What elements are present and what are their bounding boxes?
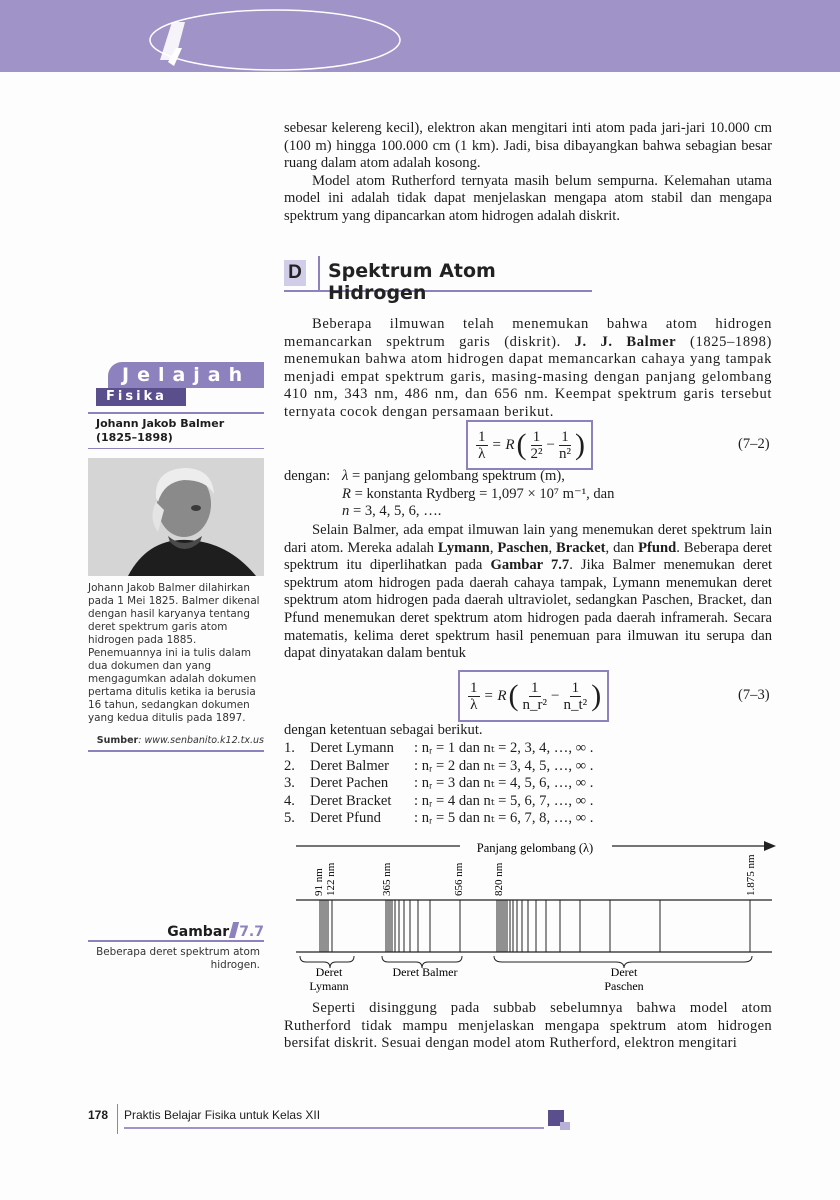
spectrum-figure	[0, 832, 840, 1002]
page-number: 178	[88, 1108, 109, 1122]
list-item	[284, 740, 593, 758]
para2-name-pfund: Pfund	[638, 539, 677, 556]
para2-text-a: Selain Balmer, ada empat ilmuwan lain yang menemukan deret spektrum lain dari atom. Mereka adalah	[284, 522, 772, 556]
biography: Johann Jakob Balmer dilahirkan pada 1 Mei 1825. Balmer dikenal dengan hasil karyanya tentang deret spektrum garis atom hidrogen pada 1885. Penemuannya ini ia tulis dalam dua dokumen dan yang mengagumkan adalah dokumen pertama ditulis ketika ia berusia 16 tahun, sedangkan dokumen yang kedua ditulis pada 1897.	[88, 582, 260, 724]
definitions-lead: dengan:	[284, 468, 331, 484]
source-url: : www.senbanito.k12.tx.us	[138, 735, 264, 746]
intro-text	[284, 120, 772, 226]
header-band	[0, 0, 840, 72]
para2-sep: ,	[548, 539, 557, 556]
equation-7-2: $\frac{1}{\lambda}$ = R ( $\frac{1}{\text{2²}}$ − $\frac{1}{\text{n²}}$ )	[466, 420, 593, 470]
source-label: Sumber	[96, 735, 139, 746]
eq1-f1-num: 1	[532, 428, 541, 445]
para3-text: Seperti disinggung pada subbab sebelumnya bahwa model atom Rutherford tidak mampu menjelaskan mengapa spektrum atom hidrogen bersifat diskrit. Sesuai dengan model atom Rutherford, elektron mengitari	[284, 1000, 772, 1052]
list-item	[284, 758, 593, 776]
tick-label: 122 nm	[325, 862, 337, 896]
list-item-number: 4.	[284, 792, 295, 809]
book-title: Praktis Belajar Fisika untuk Kelas XII	[124, 1108, 321, 1122]
sidebar-rule	[88, 750, 264, 752]
figure-label-mark	[229, 922, 239, 938]
paragraph-series	[284, 522, 772, 663]
intro-paragraph-2: Model atom Rutherford ternyata masih belum sempurna. Kelemahan utama model ini adalah tidak dapat menjelaskan mengapa atom stabil dan mengapa spektrum yang dipancarkan atom hidrogen adalah diskrit.	[284, 172, 772, 224]
eq1-f2-num: 1	[561, 428, 569, 445]
para2-name-lymann: Lymann	[437, 539, 490, 556]
portrait-photo	[88, 458, 264, 576]
para1-text-a: Beberapa ilmuwan telah menemukan bahwa atom hidrogen memancarkan spektrum garis (diskrit).	[284, 316, 772, 350]
eq1-lhs-num: 1	[478, 428, 486, 445]
eq1-f2-den: n²	[559, 445, 572, 462]
jelajah-fisika-tag	[88, 360, 264, 410]
eq2-f2-num: 1	[571, 679, 580, 696]
eq1-lhs-den: λ	[478, 445, 486, 462]
def-text: = 3, 4, 5, 6, ….	[349, 503, 442, 520]
footer-rule	[124, 1127, 544, 1129]
figure-number: 7.7	[239, 924, 264, 940]
tick-label: 91 nm	[313, 868, 325, 896]
para1-balmer-name: J. J. Balmer	[574, 333, 677, 350]
def-symbol: λ	[342, 468, 349, 484]
para1-text-c: (1825–1898) menemukan bahwa atom hidrogen dapat memancarkan cahaya yang tampak menjadi empat spektrum garis, masing-masing dengan panjang gelombang 410 nm, 343 nm, 486 nm, dan 656 nm. Keempat spektrum garis tersebut ternyata cocok dengan persamaan berikut.	[284, 333, 772, 420]
list-item-number: 1.	[284, 740, 295, 756]
list-item	[284, 793, 593, 811]
footer-square-small	[560, 1122, 570, 1130]
eq2-f1-num: 1	[531, 679, 539, 696]
axis-label: Panjang gelombang (λ)	[476, 841, 594, 855]
tick-label: 1.875 nm	[745, 854, 757, 896]
section-letter: D	[284, 260, 306, 286]
photo-source	[88, 734, 264, 747]
eq2-f2-den: n_t²	[563, 696, 588, 713]
definitions	[284, 468, 772, 521]
list-item-rule: : nᵣ = 1 dan nₜ = 2, 3, 4, …, ∞ .	[414, 740, 594, 756]
eq2-f1-den: n_r²	[522, 696, 548, 713]
list-item-rule: : nᵣ = 5 dan nₜ = 6, 7, 8, …, ∞ .	[414, 810, 594, 827]
eq2-r: = R	[483, 687, 507, 704]
para2-name-paschen: Paschen	[497, 539, 549, 556]
figure-label	[88, 922, 264, 940]
list-item-number: 2.	[284, 757, 295, 774]
list-item-number: 5.	[284, 810, 295, 827]
series-list	[284, 740, 593, 828]
group-label: Deret	[610, 965, 638, 979]
eq2-lhs-den: λ	[470, 696, 478, 713]
para2-sep: , dan	[605, 539, 639, 556]
group-label: Deret	[315, 965, 343, 979]
group-label: Lymann	[309, 979, 349, 993]
spectral-lines	[320, 900, 750, 952]
section-divider	[318, 256, 320, 290]
tick-labels	[313, 854, 757, 896]
fisika-label: Fisika	[96, 388, 186, 406]
list-lead: dengan ketentuan sebagai berikut.	[284, 722, 483, 738]
def-text: = panjang gelombang spektrum (m),	[348, 468, 565, 484]
para2-figure-ref: Gambar 7.7	[490, 557, 570, 574]
eq2-lhs-num: 1	[470, 679, 478, 696]
axis-arrowhead	[764, 841, 776, 851]
figure-label-text: Gambar	[167, 924, 230, 940]
sidebar-rule	[88, 448, 264, 449]
figure-caption: Beberapa deret spektrum atom hidrogen.	[96, 946, 260, 971]
tick-label: 820 nm	[493, 862, 505, 896]
sidebar-rule	[88, 412, 264, 414]
tick-label: 656 nm	[453, 862, 465, 896]
list-item-number: 3.	[284, 775, 295, 792]
list-item-label: Deret Bracket	[310, 792, 392, 809]
list-item-label: Deret Balmer	[310, 757, 390, 774]
scientist-name: Johann Jakob Balmer	[96, 417, 225, 430]
list-item-rule: : nᵣ = 4 dan nₜ = 5, 6, 7, …, ∞ .	[414, 792, 594, 809]
equation-7-3: $\frac{1}{\lambda}$ = R ( $\frac{1}{\text{n\_r²}}$ − $\frac{1}{\text{n\_t²}}$ )	[458, 670, 609, 722]
sidebar-heading	[88, 417, 272, 445]
list-item	[284, 810, 593, 828]
group-label: Paschen	[604, 979, 644, 993]
eq1-minus: −	[546, 436, 556, 453]
footer-divider	[117, 1104, 118, 1134]
list-item-label: Deret Lymann	[310, 740, 394, 756]
def-symbol: R	[342, 485, 351, 502]
eq1-r: = R	[491, 436, 515, 453]
jelajah-label: Jelajah	[108, 362, 264, 388]
caption-rule	[88, 940, 264, 942]
def-symbol: n	[342, 503, 350, 520]
eq1-f1-den: 2²	[530, 445, 543, 462]
list-item-rule: : nᵣ = 3 dan nₜ = 4, 5, 6, …, ∞ .	[414, 775, 594, 792]
header-decoration	[0, 0, 840, 80]
def-text: = konstanta Rydberg = 1,097 × 10⁷ m⁻¹, dan	[350, 485, 615, 502]
intro-paragraph-1: sebesar kelereng kecil), elektron akan mengitari inti atom pada jari-jari 10.000 cm (100 m) hingga 100.000 cm (1 km). Jadi, bisa dibayangkan bahwa sebagian besar ruang dalam atom adalah kosong.	[284, 120, 772, 172]
tick-label: 365 nm	[381, 862, 393, 896]
list-item	[284, 775, 593, 793]
para2-text-c: . Beberapa deret spektrum itu diperlihatkan pada	[284, 539, 772, 574]
para2-sep: ,	[489, 539, 498, 556]
scientist-years: (1825–1898)	[96, 431, 173, 444]
para2-text-d: . Jika Balmer menemukan deret spektrum atom hidrogen pada daerah cahaya tampak, Lymann menemukan deret spektrum atom hidrogen pada daerah ultraviolet, sedangkan Paschen, Bracket, dan Pfund menemukan deret spektrum atom hidrogen pada daerah inframerah. Secara matematis, kelima deret spektrum hasil penemuan para ilmuwan itu serupa dan dapat dinyatakan dalam bentuk	[284, 557, 773, 662]
para2-name-bracket: Bracket	[556, 539, 606, 556]
list-item-label: Deret Pachen	[310, 775, 389, 792]
equation-number-7-3: (7–3)	[738, 687, 770, 703]
eq2-minus: −	[551, 687, 560, 704]
group-label: Deret Balmer	[392, 965, 458, 979]
section-heading	[284, 256, 592, 304]
equation-number-7-2: (7–2)	[738, 436, 770, 452]
list-item-rule: : nᵣ = 2 dan nₜ = 3, 4, 5, …, ∞ .	[414, 757, 594, 774]
paragraph-closing	[284, 1000, 772, 1053]
list-item-label: Deret Pfund	[310, 810, 381, 827]
section-title: Spektrum Atom Hidrogen	[328, 260, 496, 304]
paragraph-balmer	[284, 316, 772, 422]
